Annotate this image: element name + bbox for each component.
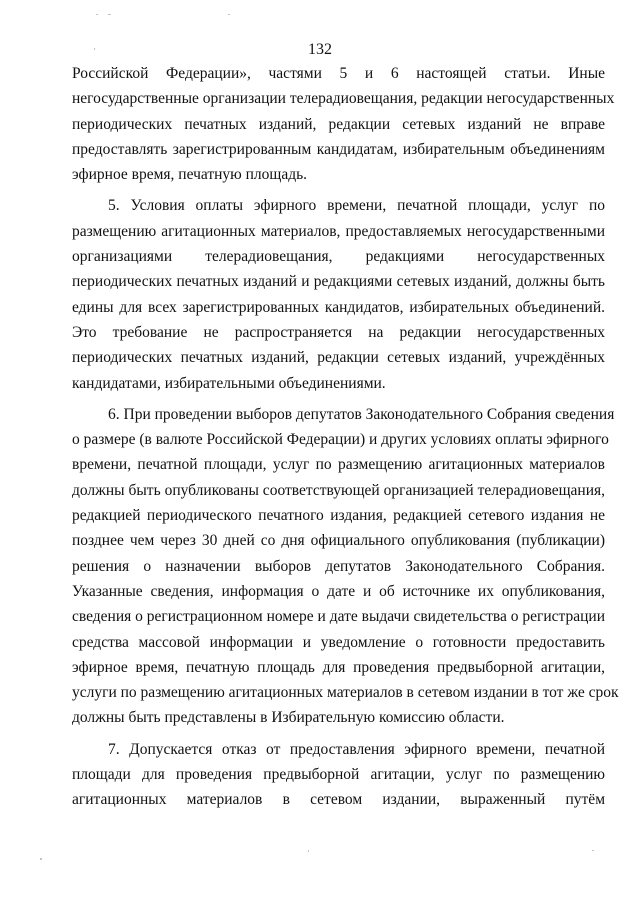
text-line: 5. Условия оплаты эфирного времени, печатной площади, услуг по	[108, 197, 605, 215]
text-line: агитационных материалов в сетевом издании, выраженный путём	[72, 791, 605, 809]
text-line: эфирное время, печатную площадь для проведения предвыборной агитации,	[72, 658, 605, 676]
text-line: Это требование не распространяется на редакции негосударственных	[72, 323, 605, 341]
text-line: услуги по размещению агитационных материалов в сетевом издании в тот же срок	[72, 684, 619, 702]
text-line: периодических печатных изданий, редакции сетевых изданий не вправе	[72, 115, 605, 133]
text-line: позднее чем через 30 дней со дня официального опубликования (публикации)	[72, 532, 605, 550]
paragraph-clause-5	[72, 193, 605, 395]
text-line: площади для проведения предвыборной агитации, услуг по размещению	[72, 766, 605, 784]
text-line: едины для всех зарегистрированных кандидатов, избирательных объединений.	[72, 298, 605, 316]
text-line: редакцией периодического печатного издания, редакцией сетевого издания не	[72, 507, 605, 525]
text-line: должны быть представлены в Избирательную комиссию области.	[72, 709, 505, 727]
page-number: 132	[308, 41, 332, 58]
text-line: Указанные сведения, информация о дате и об источнике их опубликования,	[72, 582, 605, 600]
text-line: средства массовой информации и уведомление о готовности предоставить	[72, 633, 605, 651]
text-line: времени, печатной площади, услуг по размещению агитационных материалов	[72, 456, 605, 474]
text-line: размещению агитационных материалов, предоставляемых негосударственными	[72, 222, 605, 240]
scan-speck	[308, 850, 309, 852]
text-line: негосударственные организации телерадиовещания, редакции негосударственных	[72, 90, 615, 108]
paragraph-clause-7	[72, 737, 605, 813]
text-line: эфирное время, печатную площадь.	[72, 166, 308, 184]
text-line: решения о назначении выборов депутатов Законодательного Собрания.	[72, 557, 605, 575]
text-line: сведения о регистрационном номере и дате выдачи свидетельства о регистрации	[72, 608, 605, 626]
text-line: о размере (в валюте Российской Федерации) и других условиях оплаты эфирного	[72, 431, 609, 449]
scan-speck	[228, 14, 230, 15]
text-line: периодических печатных изданий и редакциями сетевых изданий, должны быть	[72, 273, 605, 291]
text-line: периодических печатных изданий, редакции сетевых изданий, учреждённых	[72, 349, 605, 367]
paragraph-continuation	[72, 61, 615, 187]
scan-speck	[592, 850, 594, 851]
scan-speck	[108, 14, 111, 15]
text-line: 6. При проведении выборов депутатов Законодательного Собрания сведения	[108, 405, 615, 423]
text-line: Российской Федерации», частями 5 и 6 настоящей статьи. Иные	[72, 65, 605, 82]
text-line: предоставлять зарегистрированным кандидатам, избирательным объединениям	[72, 140, 605, 158]
scan-speck	[40, 858, 42, 860]
paragraph-clause-6	[72, 402, 619, 731]
text-line: кандидатами, избирательными объединениями.	[72, 374, 386, 392]
text-line: 7. Допускается отказ от предоставления эфирного времени, печатной	[108, 740, 605, 758]
text-line: организациями телерадиовещания, редакциями негосударственных	[72, 248, 605, 266]
scan-speck	[96, 14, 98, 15]
text-line: должны быть опубликованы соответствующей организацией телерадиовещания,	[72, 481, 605, 499]
body-text	[72, 61, 619, 813]
